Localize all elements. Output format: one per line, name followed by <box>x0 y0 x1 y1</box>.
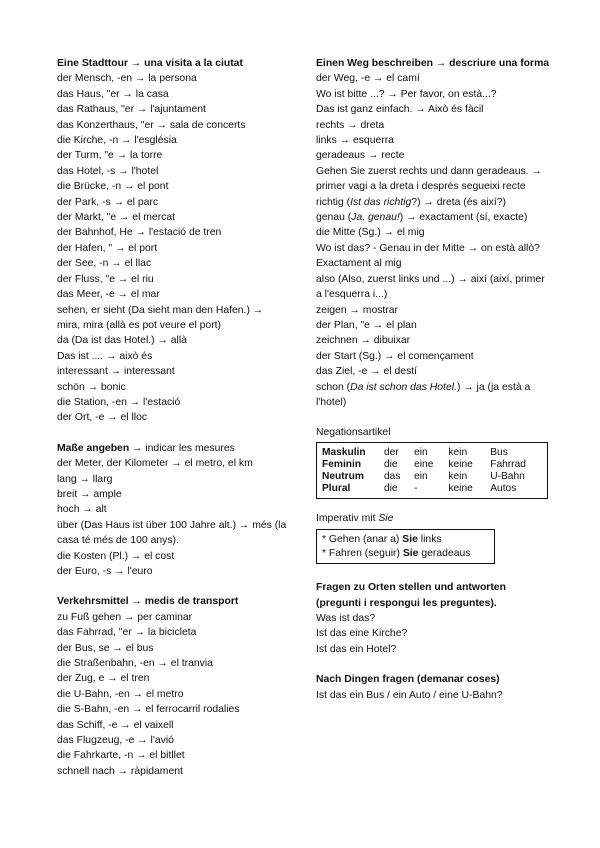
question-line: Ist das ein Bus / ein Auto / eine U-Bahn? <box>316 689 503 701</box>
table-cell: eine <box>414 458 434 470</box>
vocab-line: der Plan, "e → el plan <box>316 319 417 331</box>
section-heading: Nach Dingen fragen (demanar coses) <box>316 674 500 686</box>
section-stadttour <box>57 56 289 426</box>
vocab-line: der Fluss, "e → el riu <box>57 273 154 285</box>
vocab-line: richtig (Ist das richtig?) → dreta (és així?) <box>316 196 506 208</box>
vocab-line: der Turm, "e → la torre <box>57 150 163 162</box>
table-cell: Maskulin <box>322 446 366 458</box>
vocab-line: der Markt, "e → el mercat <box>57 212 176 224</box>
imperativ-line: * Fahren (seguir) Sie geradeaus <box>322 548 471 560</box>
table-cell: Plural <box>322 482 351 494</box>
section-heading-ca: → indicar les mesures <box>129 442 235 454</box>
vocab-line: das Meer, -e → el mar <box>57 289 160 301</box>
section-heading <box>57 441 289 456</box>
section-heading: Einen Weg beschreiben → descriure una forma <box>316 58 550 69</box>
vocab-line: das Hotel, -s → l'hotel <box>57 165 159 177</box>
vocab-list <box>57 456 289 579</box>
vocab-line: genau (Ja, genau!) → exactament (sí, exacte) <box>316 212 528 224</box>
vocab-line: rechts → dreta <box>316 119 385 131</box>
example-italic: Da ist schon das Hotel. <box>350 381 457 393</box>
table-cell: Neutrum <box>322 470 364 482</box>
question-line: Was ist das? <box>316 612 376 624</box>
table-cell: kein <box>448 446 468 458</box>
vocab-line: der Bahnhof, He → l'estació de tren <box>57 227 222 239</box>
table-cell: Feminin <box>322 458 362 470</box>
table-cell: ein <box>414 470 428 482</box>
vocab-line: die Kirche, -n → l'església <box>57 135 177 147</box>
section-masse <box>57 441 289 580</box>
imperativ-caption: Imperativ mit Sie <box>316 512 394 524</box>
vocab-line: der Mensch, -en → la persona <box>57 73 197 85</box>
table-cell: das <box>384 470 401 482</box>
section-heading-de: Maße angeben <box>57 442 130 454</box>
vocab-line: sehen, er sieht (Da sieht man den Hafen.) → mira, mira (allà es pot veure el port) <box>57 304 264 331</box>
section-negation <box>316 425 551 498</box>
table-cell: - <box>414 482 418 494</box>
vocab-line: die Mitte (Sg.) → el mig <box>316 227 425 239</box>
vocab-line: schnell nach → ràpidament <box>57 765 183 777</box>
vocab-line: die S-Bahn, -en → el ferrocarril rodalies <box>57 704 240 716</box>
vocab-line: die Fahrkarte, -n → el bitllet <box>57 750 185 762</box>
vocab-line: der Weg, -e → el camí <box>316 73 420 85</box>
vocab-line: das Flugzeug, -e → l'avió <box>57 735 174 747</box>
vocab-line: der Start (Sg.) → el començament <box>316 350 474 362</box>
vocab-line: hoch → alt <box>57 504 107 516</box>
table-cell: Autos <box>490 482 517 494</box>
table-cell: die <box>384 482 398 494</box>
vocab-line: der Zug, e → el tren <box>57 673 150 685</box>
vocab-line: der Bus, se → el bus <box>57 642 154 654</box>
vocab-line: die U-Bahn, -en → el metro <box>57 688 184 700</box>
vocab-line: breit → ample <box>57 488 122 500</box>
section-heading: Fragen zu Orten stellen und antworten (pregunti i respongui les preguntes). <box>316 582 506 609</box>
vocab-line: Wo ist bitte ...? → Per favor, on està...? <box>316 88 497 100</box>
table-row <box>317 471 548 483</box>
vocab-line: zeigen → mostrar <box>316 304 398 316</box>
table-cell: Fahrrad <box>490 458 526 470</box>
vocab-line: der Park, -s → el parc <box>57 196 159 208</box>
vocab-line: interessant → interessant <box>57 366 175 378</box>
vocab-list <box>57 71 289 425</box>
table-cell: U-Bahn <box>490 470 525 482</box>
negation-caption: Negationsartikel <box>316 427 391 439</box>
table-row <box>317 459 548 471</box>
vocab-list <box>57 610 289 779</box>
table-cell: kein <box>448 470 468 482</box>
section-heading: Eine Stadttour → una visita a la ciutat <box>57 58 243 69</box>
vocab-line: der See, -n → el llac <box>57 258 152 270</box>
question-line: Ist das ein Hotel? <box>316 643 397 655</box>
vocab-list <box>316 71 551 410</box>
negation-table <box>316 442 548 499</box>
vocab-line: das Konzerthaus, "er → sala de concerts <box>57 119 246 131</box>
table-cell: der <box>384 446 399 458</box>
section-verkehrsmittel <box>57 594 289 779</box>
vocab-line: das Schiff, -e → el vaixell <box>57 719 174 731</box>
table-row <box>317 442 548 459</box>
example-italic: Ist das richtig <box>350 196 412 208</box>
right-column <box>316 56 551 703</box>
vocab-line: lang → llarg <box>57 473 113 485</box>
vocab-line: links → esquerra <box>316 135 394 147</box>
question-line: Ist das eine Kirche? <box>316 628 408 640</box>
table-cell: Bus <box>490 446 508 458</box>
vocab-line: da (Da ist das Hotel.) → allà <box>57 335 187 347</box>
vocab-line: Das ist ganz einfach. → Això és fàcil <box>316 104 484 116</box>
vocab-line: das Fahrrad, "er → la bicicleta <box>57 627 197 639</box>
vocab-line: der Meter, der Kilometer → el metro, el km <box>57 458 253 470</box>
vocab-line: der Ort, -e → el lloc <box>57 412 148 424</box>
vocab-line: schön → bonic <box>57 381 126 393</box>
imperativ-box <box>316 529 495 564</box>
vocab-line: der Euro, -s → l'euro <box>57 566 153 577</box>
vocab-line: zu Fuß gehen → per caminar <box>57 611 193 623</box>
table-cell: ein <box>414 446 428 458</box>
vocab-line: geradeaus → recte <box>316 150 405 162</box>
vocab-line: die Kosten (Pl.) → el cost <box>57 550 175 562</box>
table-cell: keine <box>448 458 473 470</box>
vocab-line: also (Also, zuerst links und ...) → així (així, primer a l'esquerra i...) <box>316 273 545 301</box>
vocab-line: die Station, -en → l'estació <box>57 396 181 408</box>
section-fragen-dinge <box>316 672 551 703</box>
imperativ-line: * Gehen (anar a) Sie links <box>322 534 442 546</box>
section-fragen-orte <box>316 580 551 657</box>
vocab-line: das Rathaus, "er → l'ajuntament <box>57 104 206 116</box>
vocab-line: über (Das Haus ist über 100 Jahre alt.) → més (la casa té més de 100 anys). <box>57 519 287 547</box>
vocab-line: zeichnen → dibuixar <box>316 335 411 347</box>
vocab-line: die Straßenbahn, -en → el tranvia <box>57 658 213 670</box>
section-heading: Verkehrsmittel → medis de transport <box>57 596 239 608</box>
vocab-line: Wo ist das? - Genau in der Mitte → on està allò? Exactament al mig <box>316 242 540 270</box>
section-weg <box>316 56 551 410</box>
section-imperativ <box>316 511 551 564</box>
left-column <box>57 56 289 779</box>
table-cell: die <box>384 458 398 470</box>
vocab-line: Das ist .... → això és <box>57 350 153 362</box>
vocab-line: der Hafen, " → el port <box>57 242 158 254</box>
table-row <box>317 483 548 499</box>
vocab-line: schon (Da ist schon das Hotel.) → ja (ja està a l'hotel) <box>316 381 531 408</box>
vocab-line: das Ziel, -e → el destí <box>316 366 418 378</box>
example-italic: Ja, genau! <box>351 212 400 224</box>
vocab-line: die Brücke, -n → el pont <box>57 181 169 193</box>
table-cell: keine <box>448 482 473 494</box>
vocab-line: das Haus, "er → la casa <box>57 88 169 100</box>
vocab-line: Gehen Sie zuerst rechts und dann geradeaus. → primer vagi a la dreta i després segueixi recte <box>316 165 542 193</box>
